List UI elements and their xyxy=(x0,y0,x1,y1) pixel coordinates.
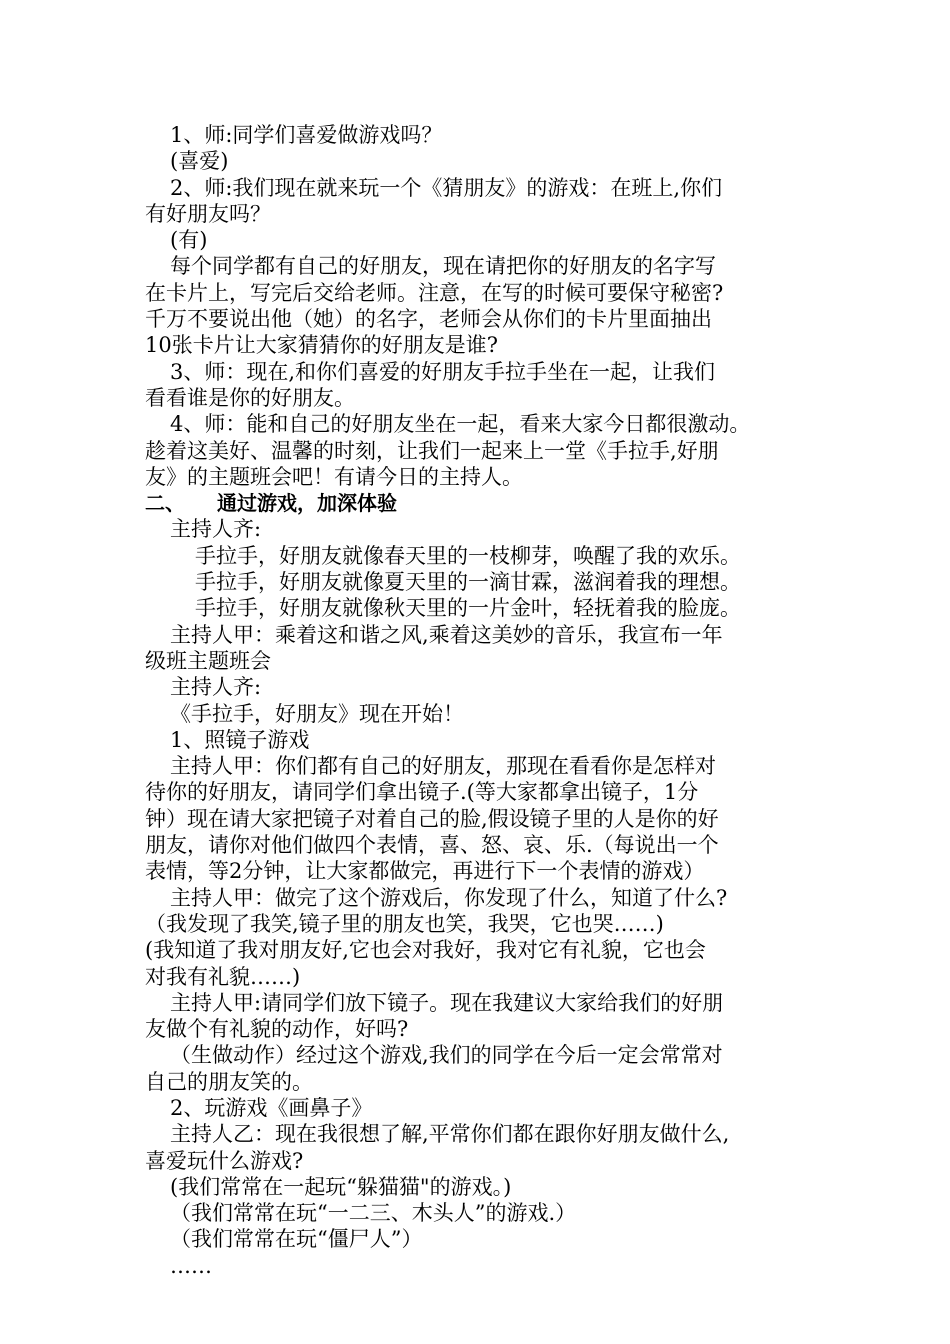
text-line: 看看谁是你的好朋友。 xyxy=(145,385,355,410)
text-line: 主持人甲：做完了这个游戏后，你发现了什么，知道了什么? xyxy=(170,885,728,910)
text-line: 手拉手，好朋友就像秋天里的一片金叶，轻抚着我的脸庞。 xyxy=(195,596,741,621)
text-line: 自己的朋友笑的。 xyxy=(145,1069,313,1094)
text-line: 在卡片上，写完后交给老师。注意，在写的时候可要保守秘密? xyxy=(145,280,724,305)
text-line: (有) xyxy=(170,228,208,253)
text-line: 表情，等2分钟，让大家都做完，再进行下一个表情的游戏） xyxy=(145,859,705,884)
text-line: 10张卡片让大家猜猜你的好朋友是谁? xyxy=(145,333,498,358)
text-line: 手拉手，好朋友就像夏天里的一滴甘霖，滋润着我的理想。 xyxy=(195,570,741,595)
section-title: 通过游戏，加深体验 xyxy=(217,491,397,516)
section-number: 二、 xyxy=(145,491,185,516)
text-line: 主持人甲：你们都有自己的好朋友，那现在看看你是怎样对 xyxy=(170,754,716,779)
text-line: 友》的主题班会吧！有请今日的主持人。 xyxy=(145,464,523,489)
text-line: 每个同学都有自己的好朋友，现在请把你的好朋友的名字写 xyxy=(170,254,716,279)
text-line: 友做个有礼貌的动作，好吗? xyxy=(145,1017,409,1042)
text-line: 有好朋友吗？ xyxy=(145,201,271,226)
text-line: (我们常常在一起玩“躲猫猫"的游戏。) xyxy=(170,1174,512,1199)
text-line: (我知道了我对朋友好,它也会对我好，我对它有礼貌，它也会 xyxy=(145,938,706,963)
text-line: (喜爱) xyxy=(170,149,229,174)
text-line: 2、师:我们现在就来玩一个《猜朋友》的游戏：在班上,你们 xyxy=(170,175,723,200)
text-line: （我们常常在玩“一二三、木头人”的游戏.） xyxy=(170,1201,577,1226)
text-line: 钟）现在请大家把镜子对着自己的脸,假设镜子里的人是你的好 xyxy=(145,806,719,831)
text-line: （我发现了我笑,镜子里的朋友也笑，我哭，它也哭……) xyxy=(145,911,664,936)
text-line: …… xyxy=(170,1253,212,1278)
text-line: （我们常常在玩“僵尸人”） xyxy=(170,1227,423,1252)
text-line: 2、玩游戏《画鼻子》 xyxy=(170,1095,373,1120)
text-line: 级班主题班会 xyxy=(145,648,271,673)
document-body xyxy=(145,122,810,1279)
text-line: 4、师：能和自己的好朋友坐在一起，看来大家今日都很激动。 xyxy=(170,412,751,437)
text-line: 主持人甲：乘着这和谐之风,乘着这美妙的音乐，我宣布一年 xyxy=(170,622,723,647)
text-line: 手拉手，好朋友就像春天里的一枝柳芽，唤醒了我的欢乐。 xyxy=(195,543,741,568)
text-line: 对我有礼貌……) xyxy=(145,964,301,989)
text-line: 趁着这美好、温馨的时刻，让我们一起来上一堂《手拉手,好朋 xyxy=(145,438,719,463)
text-line: 喜爱玩什么游戏? xyxy=(145,1148,304,1173)
text-line: 主持人甲:请同学们放下镜子。现在我建议大家给我们的好朋 xyxy=(170,990,724,1015)
text-line: 1、照镜子游戏 xyxy=(170,727,310,752)
text-line: 主持人乙：现在我很想了解,平常你们都在跟你好朋友做什么, xyxy=(170,1122,730,1147)
text-line: 朋友，请你对他们做四个表情，喜、怒、哀、乐.（每说出一个 xyxy=(145,833,719,858)
text-line: 《手拉手，好朋友》现在开始！ xyxy=(170,701,464,726)
text-line: 待你的好朋友，请同学们拿出镜子.(等大家都拿出镜子，1分 xyxy=(145,780,699,805)
text-line: 主持人齐: xyxy=(170,517,262,542)
text-line: （生做动作）经过这个游戏,我们的同学在今后一定会常常对 xyxy=(170,1043,723,1068)
text-line: 3、师：现在,和你们喜爱的好朋友手拉手坐在一起，让我们 xyxy=(170,359,716,384)
text-line: 千万不要说出他（她）的名字，老师会从你们的卡片里面抽出 xyxy=(145,307,712,332)
text-line: 主持人齐: xyxy=(170,675,262,700)
text-line: 1、师:同学们喜爱做游戏吗？ xyxy=(170,123,443,147)
section-heading xyxy=(145,490,810,516)
